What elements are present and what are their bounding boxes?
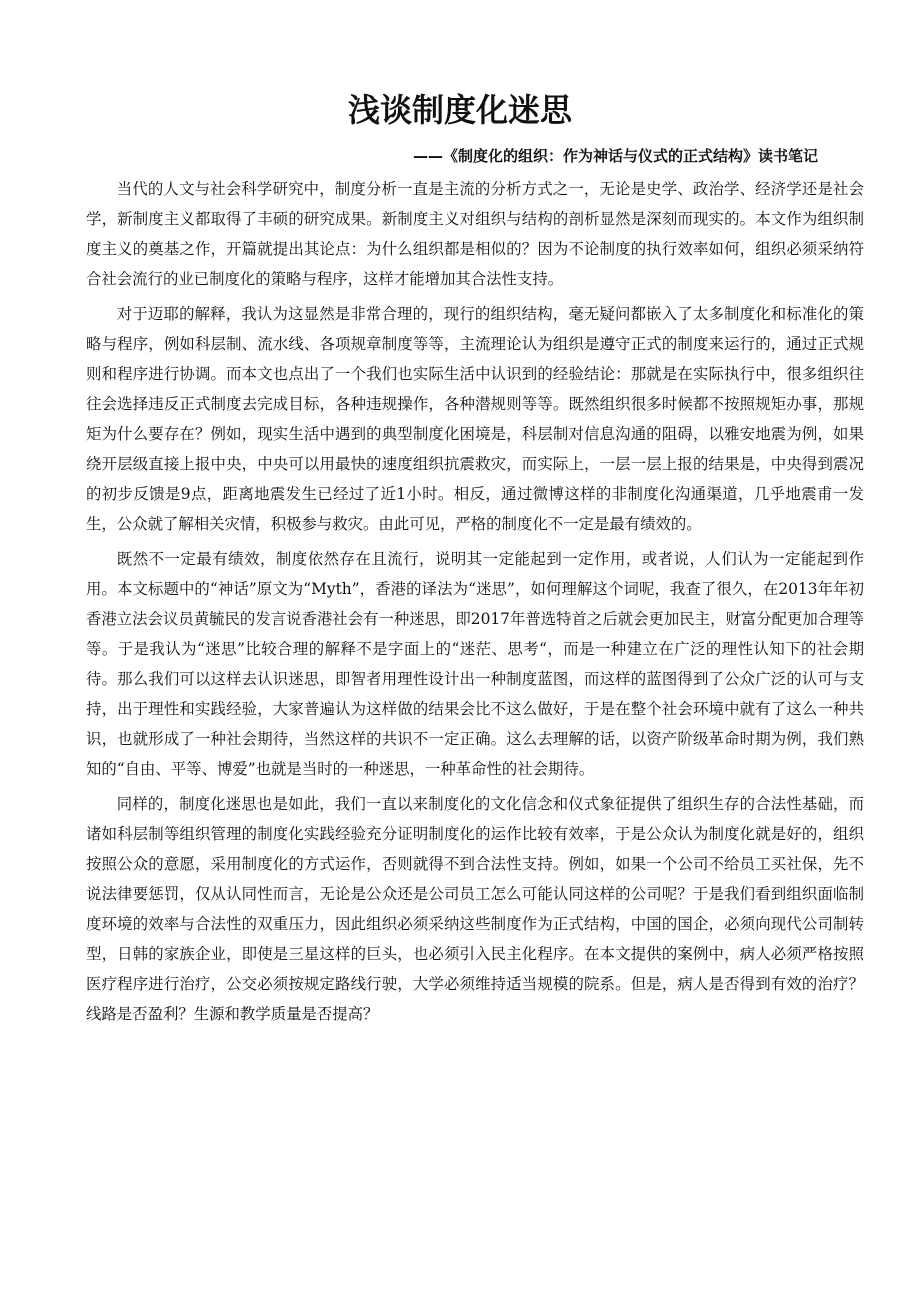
paragraph-4: 同样的，制度化迷思也是如此，我们一直以来制度化的文化信念和仪式象征提供了组织生存的合法性基础，而诸如科层制等组织管理的制度化实践经验充分证明制度化的运作比较有效率，于是公众认为制度化就是好的，组织按照公众的意愿，采用制度化的方式运作，否则就得不到合法性支持。例如，如果一个公司不给员工买社保，先不说法律要惩罚，仅从认同性而言，无论是公众还是公司员工怎么可能认同这样的公司呢？于是我们看到组织面临制度环境的效率与合法性的双重压力，因此组织必须采纳这些制度作为正式结构，中国的国企，必须向现代公司制转型，日韩的家族企业，即使是三星这样的巨头，也必须引入民主化程序。在本文提供的案例中，病人必须严格按照医疗程序进行治疗，公交必须按规定路线行驶，大学必须维持适当规模的院系。但是，病人是否得到有效的治疗？线路是否盈利？生源和教学质量是否提高？ bbox=[86, 795, 864, 1023]
document-body bbox=[86, 174, 864, 1034]
paragraph-3: 既然不一定最有绩效，制度依然存在且流行，说明其一定能起到一定作用，或者说，人们认为一定能起到作用。本文标题中的“神话”原文为“Myth”，香港的译法为“迷思”，如何理解这个词呢，我查了很久，在2013年年初香港立法会议员黄毓民的发言说香港社会有一种迷思，即2017年普选特首之后就会更加民主，财富分配更加合理等等。于是我认为“迷思”比较合理的解释不是字面上的“迷茫、思考“，而是一种建立在广泛的理性认知下的社会期待。那么我们可以这样去认识迷思，即智者用理性设计出一种制度蓝图，而这样的蓝图得到了公众广泛的认可与支持，出于理性和实践经验，大家普遍认为这样做的结果会比不这么做好，于是在整个社会环境中就有了这么一种共识，也就形成了一种社会期待，当然这样的共识不一定正确。这么去理解的话，以资产阶级革命时期为例，我们熟知的“自由、平等、博爱”也就是当时的一种迷思，一种革命性的社会期待。 bbox=[86, 550, 864, 778]
paragraph-1: 当代的人文与社会科学研究中，制度分析一直是主流的分析方式之一，无论是史学、政治学、经济学还是社会学，新制度主义都取得了丰硕的研究成果。新制度主义对组织与结构的剖析显然是深刻而现实的。本文作为组织制度主义的奠基之作，开篇就提出其论点：为什么组织都是相似的？因为不论制度的执行效率如何，组织必须采纳符合社会流行的业已制度化的策略与程序，这样才能增加其合法性支持。 bbox=[86, 180, 864, 288]
document-subtitle: ——《制度化的组织：作为神话与仪式的正式结构》读书笔记 bbox=[412, 147, 818, 165]
paragraph-2: 对于迈耶的解释，我认为这显然是非常合理的，现行的组织结构，毫无疑问都嵌入了太多制度化和标准化的策略与程序，例如科层制、流水线、各项规章制度等等，主流理论认为组织是遵守正式的制度来运行的，通过正式规则和程序进行协调。而本文也点出了一个我们也实际生活中认识到的经验结论：那就是在实际执行中，很多组织往往会选择违反正式制度去完成目标，各种违规操作，各种潜规则等等。既然组织很多时候都不按照规矩办事，那规矩为什么要存在？例如，现实生活中遇到的典型制度化困境是，科层制对信息沟通的阻碍，以雅安地震为例，如果绕开层级直接上报中央，中央可以用最快的速度组织抗震救灾，而实际上，一层一层上报的结果是，中央得到震况的初步反馈是9点，距离地震发生已经过了近1小时。相反，通过微博这样的非制度化沟通渠道，几乎地震甫一发生，公众就了解相关灾情，积极参与救灾。由此可见，严格的制度化不一定是最有绩效的。 bbox=[86, 305, 864, 533]
document-title: 浅谈制度化迷思 bbox=[347, 91, 572, 129]
